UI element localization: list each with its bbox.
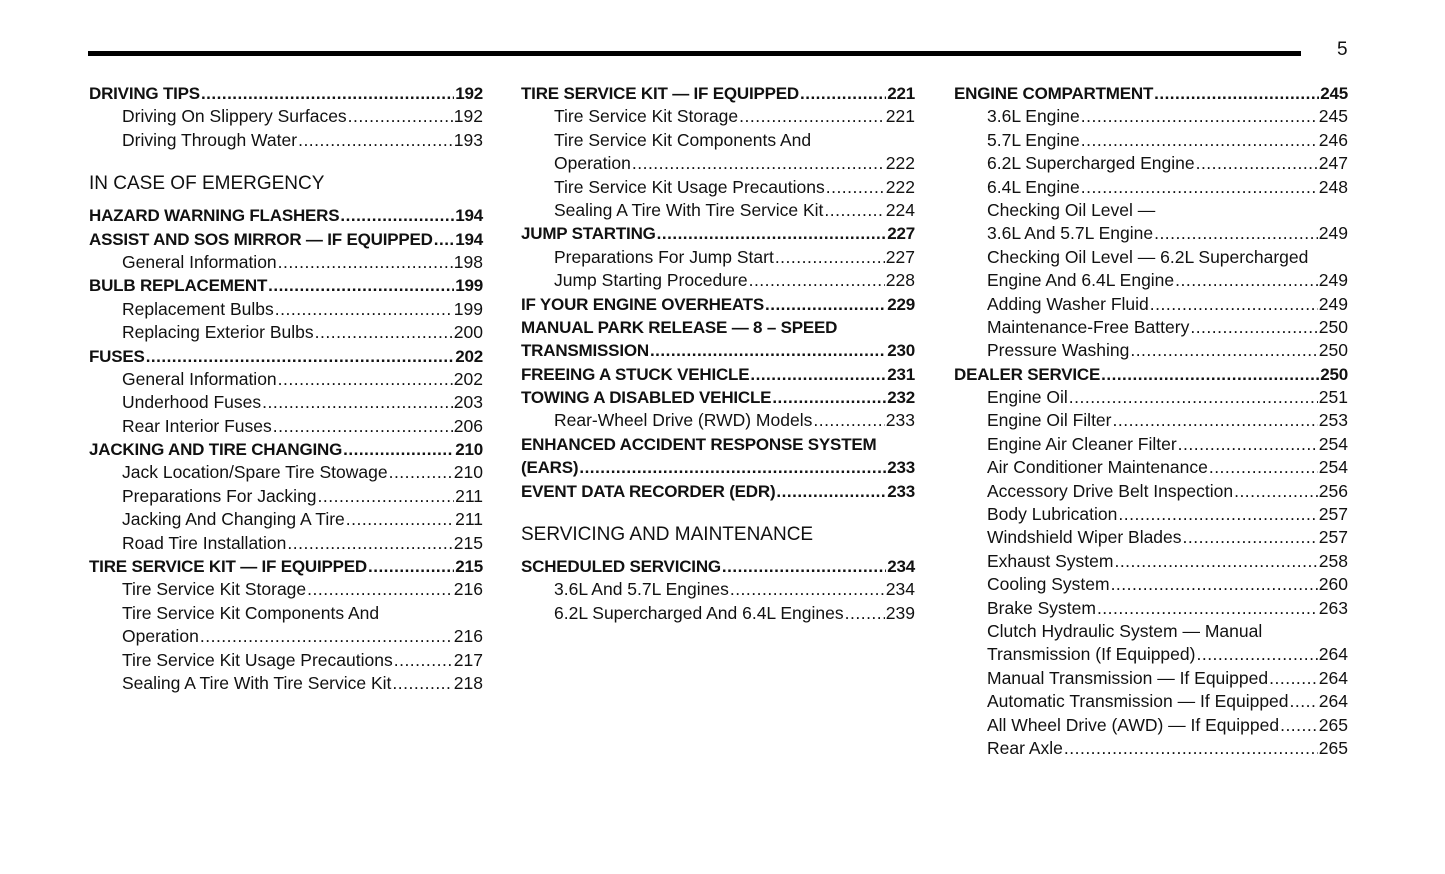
dot-leader <box>1290 690 1318 713</box>
entry-title: DEALER SERVICE <box>954 364 1101 384</box>
dot-leader <box>1154 222 1318 245</box>
entry-title: DRIVING TIPS <box>89 84 200 103</box>
page-ref: 218 <box>453 672 483 693</box>
toc-entry[interactable] <box>521 82 915 105</box>
page-ref: 224 <box>885 199 915 220</box>
page-ref: 222 <box>885 176 915 197</box>
page-ref: 211 <box>455 485 483 506</box>
dot-leader <box>273 415 453 438</box>
dot-leader <box>1178 433 1318 456</box>
page-ref: 217 <box>453 649 483 670</box>
dot-leader <box>434 228 454 251</box>
toc-entry[interactable] <box>521 339 915 362</box>
dot-leader <box>392 672 452 695</box>
dot-leader <box>389 461 453 484</box>
toc-entry[interactable] <box>521 456 915 479</box>
dot-leader <box>275 298 453 321</box>
dot-leader <box>1154 82 1319 105</box>
entry-title: All Wheel Drive (AWD) — If Equipped <box>987 714 1280 735</box>
entry-title: FREEING A STUCK VEHICLE <box>521 364 750 384</box>
dot-leader <box>1113 409 1318 432</box>
dot-leader <box>1209 456 1318 479</box>
entry-title: JACKING AND TIRE CHANGING <box>89 440 343 460</box>
entry-title: Tire Service Kit Storage <box>122 579 307 600</box>
dot-leader <box>287 532 452 555</box>
dot-leader <box>1081 105 1318 128</box>
toc-entry[interactable] <box>521 555 915 578</box>
page-ref: 254 <box>1318 433 1348 454</box>
toc-subentry[interactable] <box>954 690 1348 713</box>
dot-leader <box>1190 316 1317 339</box>
entry-title: Adding Washer Fluid <box>987 293 1149 314</box>
toc-subentry[interactable] <box>954 643 1348 666</box>
toc-subentry[interactable] <box>521 176 915 199</box>
page-ref: 264 <box>1318 667 1348 688</box>
toc-column-2 <box>521 82 915 625</box>
toc-entry[interactable] <box>89 82 483 105</box>
page-ref: 250 <box>1318 340 1348 361</box>
toc-entry[interactable] <box>89 274 483 297</box>
entry-title: Checking Oil Level — 6.2L Supercharged <box>987 246 1309 267</box>
page-ref: 257 <box>1318 504 1348 525</box>
toc-subentry[interactable] <box>521 409 915 432</box>
dot-leader <box>343 438 454 461</box>
dot-leader <box>1097 597 1318 620</box>
entry-title: Engine Oil <box>987 387 1068 408</box>
entry-title: MANUAL PARK RELEASE — 8 – SPEED <box>521 317 838 337</box>
dot-leader <box>826 176 885 199</box>
entry-title: Air Conditioner Maintenance <box>987 457 1208 478</box>
page-ref: 215 <box>455 557 483 577</box>
entry-title: Accessory Drive Belt Inspection <box>987 480 1234 501</box>
page-ref: 193 <box>453 129 483 150</box>
page-ref: 264 <box>1318 644 1348 665</box>
toc-subentry[interactable] <box>521 578 915 601</box>
entry-title: Rear Interior Fuses <box>122 415 272 436</box>
entry-title: Replacement Bulbs <box>122 298 274 319</box>
entry-title: Tire Service Kit Usage Precautions <box>122 649 393 670</box>
section-heading: IN CASE OF EMERGENCY <box>89 173 325 195</box>
entry-title: Driving Through Water <box>122 129 298 150</box>
page-ref: 200 <box>453 322 483 343</box>
entry-title: TRANSMISSION <box>521 341 649 361</box>
entry-title: BULB REPLACEMENT <box>89 276 268 296</box>
dot-leader <box>1081 129 1318 152</box>
toc-subentry[interactable] <box>521 199 915 222</box>
toc-subentry[interactable] <box>521 269 915 292</box>
entry-title: Sealing A Tire With Tire Service Kit <box>122 672 392 693</box>
entry-title: TIRE SERVICE KIT — IF EQUIPPED <box>521 84 800 103</box>
toc-subentry[interactable] <box>954 714 1348 737</box>
dot-leader <box>146 345 455 368</box>
toc-subentry[interactable] <box>89 625 483 648</box>
page-ref: 227 <box>887 224 915 244</box>
entry-title: Manual Transmission — If Equipped <box>987 667 1269 688</box>
page-ref: 231 <box>887 364 915 384</box>
toc-subentry[interactable] <box>954 246 1348 269</box>
toc-subentry[interactable] <box>954 433 1348 456</box>
toc-subentry[interactable] <box>89 129 483 152</box>
entry-title: Transmission (If Equipped) <box>987 644 1196 665</box>
page-ref: 249 <box>1318 293 1348 314</box>
page-ref: 230 <box>887 341 915 361</box>
page-ref: 233 <box>887 458 915 478</box>
toc-subentry[interactable] <box>89 321 483 344</box>
entry-title: ENHANCED ACCIDENT RESPONSE SYSTEM <box>521 434 877 454</box>
page-ref: 245 <box>1318 106 1348 127</box>
dot-leader <box>765 293 886 316</box>
entry-title: FUSES <box>89 346 145 366</box>
toc-entry[interactable] <box>89 555 483 578</box>
dot-leader <box>394 649 453 672</box>
toc-subentry[interactable] <box>954 480 1348 503</box>
dot-leader <box>1196 643 1317 666</box>
page-ref: 199 <box>455 276 483 296</box>
toc-subentry[interactable] <box>521 152 915 175</box>
dot-leader <box>346 508 454 531</box>
toc-subentry[interactable] <box>89 368 483 391</box>
entry-title: ASSIST AND SOS MIRROR — IF EQUIPPED <box>89 229 433 249</box>
dot-leader <box>1081 176 1318 199</box>
page-ref: 210 <box>455 440 483 460</box>
page-ref: 229 <box>887 294 915 314</box>
entry-title: IF YOUR ENGINE OVERHEATS <box>521 294 764 314</box>
toc-subentry[interactable] <box>954 386 1348 409</box>
toc-subentry[interactable] <box>521 246 915 269</box>
entry-title: Operation <box>554 153 631 174</box>
dot-leader <box>579 456 886 479</box>
entry-title: Brake System <box>987 597 1096 618</box>
dot-leader <box>1269 667 1318 690</box>
dot-leader <box>318 485 455 508</box>
entry-title: Clutch Hydraulic System — Manual <box>987 620 1263 641</box>
page-ref: 234 <box>885 579 915 600</box>
toc-subentry[interactable] <box>89 578 483 601</box>
toc-subentry[interactable] <box>89 602 483 625</box>
page-ref: 206 <box>453 415 483 436</box>
page-ref: 239 <box>885 602 915 623</box>
toc-entry[interactable] <box>521 386 915 409</box>
dot-leader <box>1130 339 1317 362</box>
dot-leader <box>1101 363 1319 386</box>
toc-subentry[interactable] <box>954 456 1348 479</box>
entry-title: Tire Service Kit Storage <box>554 106 739 127</box>
entry-title: Tire Service Kit Components And <box>122 602 380 623</box>
entry-title: Cooling System <box>987 574 1110 595</box>
entry-title: Engine Oil Filter <box>987 410 1112 431</box>
dot-leader <box>1069 386 1318 409</box>
toc-subentry[interactable] <box>954 269 1348 292</box>
dot-leader <box>368 555 454 578</box>
toc-subentry[interactable] <box>89 105 483 128</box>
entry-title: (EARS) <box>521 458 579 478</box>
toc-subentry[interactable] <box>954 737 1348 760</box>
toc-subentry[interactable] <box>89 672 483 695</box>
toc-subentry[interactable] <box>89 532 483 555</box>
dot-leader <box>315 321 453 344</box>
page-ref: 265 <box>1318 737 1348 758</box>
page-ref: 251 <box>1318 387 1348 408</box>
page-ref: 192 <box>455 84 483 103</box>
dot-leader <box>1280 714 1318 737</box>
toc-entry[interactable] <box>954 82 1348 105</box>
dot-leader <box>298 129 453 152</box>
page-ref: 211 <box>455 509 483 530</box>
page-ref: 221 <box>887 84 915 103</box>
dot-leader <box>739 105 885 128</box>
entry-title: Maintenance-Free Battery <box>987 316 1190 337</box>
toc-subentry[interactable] <box>954 550 1348 573</box>
page-ref: 227 <box>885 246 915 267</box>
page-ref: 194 <box>455 229 483 249</box>
toc-entry[interactable] <box>954 363 1348 386</box>
entry-title: 6.2L Supercharged And 6.4L Engines <box>554 602 844 623</box>
dot-leader <box>650 339 886 362</box>
toc-entry[interactable] <box>521 222 915 245</box>
page-ref: 216 <box>453 626 483 647</box>
page-ref: 250 <box>1320 364 1348 384</box>
entry-title: Jump Starting Procedure <box>554 270 748 291</box>
toc-subentry[interactable] <box>954 129 1348 152</box>
dot-leader <box>200 625 453 648</box>
dot-leader <box>845 602 885 625</box>
entry-title: Engine Air Cleaner Filter <box>987 433 1177 454</box>
page-ref: 256 <box>1318 480 1348 501</box>
dot-leader <box>1175 269 1318 292</box>
dot-leader <box>1183 526 1318 549</box>
entry-title: Automatic Transmission — If Equipped <box>987 691 1289 712</box>
page-ref: 228 <box>885 270 915 291</box>
entry-title: TOWING A DISABLED VEHICLE <box>521 388 772 408</box>
toc-subentry[interactable] <box>954 152 1348 175</box>
entry-title: Exhaust System <box>987 550 1114 571</box>
toc-entry[interactable] <box>89 345 483 368</box>
page-ref: 250 <box>1318 316 1348 337</box>
toc-entry[interactable] <box>521 316 915 339</box>
dot-leader <box>749 269 885 292</box>
dot-leader <box>278 251 453 274</box>
dot-leader <box>824 199 884 222</box>
dot-leader <box>262 391 453 414</box>
dot-leader <box>1196 152 1318 175</box>
dot-leader <box>348 105 453 128</box>
toc-subentry[interactable] <box>954 339 1348 362</box>
entry-title: TIRE SERVICE KIT — IF EQUIPPED <box>89 557 368 577</box>
page-ref: 247 <box>1318 153 1348 174</box>
entry-title: Road Tire Installation <box>122 532 287 553</box>
entry-title: Underhood Fuses <box>122 392 262 413</box>
toc-subentry[interactable] <box>954 105 1348 128</box>
toc-entry[interactable] <box>89 228 483 251</box>
toc-subentry[interactable] <box>89 508 483 531</box>
entry-title: Rear-Wheel Drive (RWD) Models <box>554 410 813 431</box>
entry-title: Tire Service Kit Components And <box>554 129 812 150</box>
entry-title: Preparations For Jump Start <box>554 246 774 267</box>
dot-leader <box>1064 737 1318 760</box>
page-ref: 198 <box>453 251 483 272</box>
page-ref: 199 <box>453 298 483 319</box>
entry-title: 5.7L Engine <box>987 129 1080 150</box>
page-ref: 253 <box>1318 410 1348 431</box>
page-ref: 264 <box>1318 691 1348 712</box>
entry-title: Jack Location/Spare Tire Stowage <box>122 462 388 483</box>
toc-subentry[interactable] <box>89 461 483 484</box>
dot-leader <box>813 409 884 432</box>
page-ref: 233 <box>887 481 915 501</box>
page-ref: 215 <box>453 532 483 553</box>
page-ref: 248 <box>1318 176 1348 197</box>
entry-title: HAZARD WARNING FLASHERS <box>89 206 340 226</box>
entry-title: ENGINE COMPARTMENT <box>954 84 1154 103</box>
page-ref: 192 <box>453 106 483 127</box>
page-ref: 257 <box>1318 527 1348 548</box>
dot-leader <box>772 386 886 409</box>
page-ref: 232 <box>887 388 915 408</box>
page-ref: 234 <box>887 557 915 577</box>
entry-title: General Information <box>122 251 277 272</box>
page-ref: 254 <box>1318 457 1348 478</box>
dot-leader <box>775 246 885 269</box>
toc-entry[interactable] <box>89 438 483 461</box>
toc-column-1 <box>89 82 483 695</box>
entry-title: EVENT DATA RECORDER (EDR) <box>521 481 776 501</box>
dot-leader <box>201 82 454 105</box>
dot-leader <box>268 274 454 297</box>
page-ref: 233 <box>885 410 915 431</box>
entry-title: Engine And 6.4L Engine <box>987 270 1175 291</box>
page-ref: 210 <box>453 462 483 483</box>
toc-subentry[interactable] <box>954 526 1348 549</box>
page-ref: 203 <box>453 392 483 413</box>
toc-subentry[interactable] <box>89 251 483 274</box>
toc-subentry[interactable] <box>521 105 915 128</box>
entry-title: Jacking And Changing A Tire <box>122 509 345 530</box>
entry-title: Replacing Exterior Bulbs <box>122 322 314 343</box>
entry-title: Sealing A Tire With Tire Service Kit <box>554 199 824 220</box>
dot-leader <box>750 363 886 386</box>
dot-leader <box>278 368 453 391</box>
dot-leader <box>730 578 885 601</box>
page-ref: 249 <box>1318 223 1348 244</box>
toc-subentry[interactable] <box>89 415 483 438</box>
toc-subentry[interactable] <box>954 503 1348 526</box>
toc-subentry[interactable] <box>521 602 915 625</box>
page-ref: 260 <box>1318 574 1348 595</box>
entry-title: 3.6L Engine <box>987 106 1080 127</box>
toc-entry[interactable] <box>521 363 915 386</box>
page-ref: 246 <box>1318 129 1348 150</box>
entry-title: JUMP STARTING <box>521 224 656 244</box>
dot-leader <box>1111 573 1318 596</box>
section-heading: SERVICING AND MAINTENANCE <box>521 524 814 546</box>
dot-leader <box>307 578 453 601</box>
toc-entry[interactable] <box>521 433 915 456</box>
dot-leader <box>1114 550 1317 573</box>
dot-leader <box>1150 293 1318 316</box>
toc-entry[interactable] <box>521 480 915 503</box>
header-rule <box>88 51 1301 56</box>
toc-subentry[interactable] <box>89 391 483 414</box>
dot-leader <box>632 152 885 175</box>
entry-title: 6.2L Supercharged Engine <box>987 153 1195 174</box>
page-ref: 245 <box>1320 84 1348 103</box>
toc-subentry[interactable] <box>521 129 915 152</box>
page-ref: 265 <box>1318 714 1348 735</box>
toc-subentry[interactable] <box>954 199 1348 222</box>
entry-title: Driving On Slippery Surfaces <box>122 106 347 127</box>
entry-title: Pressure Washing <box>987 340 1130 361</box>
entry-title: Checking Oil Level — <box>987 199 1156 220</box>
entry-title: Body Lubrication <box>987 504 1118 525</box>
page-ref: 249 <box>1318 270 1348 291</box>
dot-leader <box>657 222 887 245</box>
toc-subentry[interactable] <box>89 298 483 321</box>
page-ref: 202 <box>453 368 483 389</box>
dot-leader <box>1118 503 1317 526</box>
toc-subentry[interactable] <box>954 597 1348 620</box>
page-number: 5 <box>1337 39 1348 60</box>
toc-subentry[interactable] <box>954 409 1348 432</box>
entry-title: 3.6L And 5.7L Engines <box>554 579 729 600</box>
page-ref: 194 <box>455 206 483 226</box>
toc-entry[interactable] <box>521 293 915 316</box>
entry-title: SCHEDULED SERVICING <box>521 557 721 577</box>
toc-subentry[interactable] <box>89 485 483 508</box>
entry-title: Operation <box>122 626 199 647</box>
dot-leader <box>340 204 454 227</box>
page-ref: 216 <box>453 579 483 600</box>
entry-title: Preparations For Jacking <box>122 485 317 506</box>
entry-title: General Information <box>122 368 277 389</box>
toc-entry[interactable] <box>89 204 483 227</box>
page-ref: 258 <box>1318 550 1348 571</box>
toc-column-3 <box>954 82 1348 760</box>
dot-leader <box>776 480 886 503</box>
entry-title: 3.6L And 5.7L Engine <box>987 223 1154 244</box>
toc-subentry[interactable] <box>954 667 1348 690</box>
page-ref: 263 <box>1318 597 1348 618</box>
dot-leader <box>800 82 886 105</box>
toc-subentry[interactable] <box>954 293 1348 316</box>
page-ref: 202 <box>455 346 483 366</box>
toc-subentry[interactable] <box>954 222 1348 245</box>
toc-subentry[interactable] <box>954 176 1348 199</box>
entry-title: Tire Service Kit Usage Precautions <box>554 176 825 197</box>
entry-title: 6.4L Engine <box>987 176 1080 197</box>
toc-subentry[interactable] <box>954 316 1348 339</box>
dot-leader <box>1234 480 1318 503</box>
entry-title: Rear Axle <box>987 737 1063 758</box>
entry-title: Windshield Wiper Blades <box>987 527 1182 548</box>
dot-leader <box>722 555 886 578</box>
toc-subentry[interactable] <box>89 649 483 672</box>
toc-subentry[interactable] <box>954 620 1348 643</box>
toc-subentry[interactable] <box>954 573 1348 596</box>
page-ref: 221 <box>885 106 915 127</box>
page-ref: 222 <box>885 153 915 174</box>
